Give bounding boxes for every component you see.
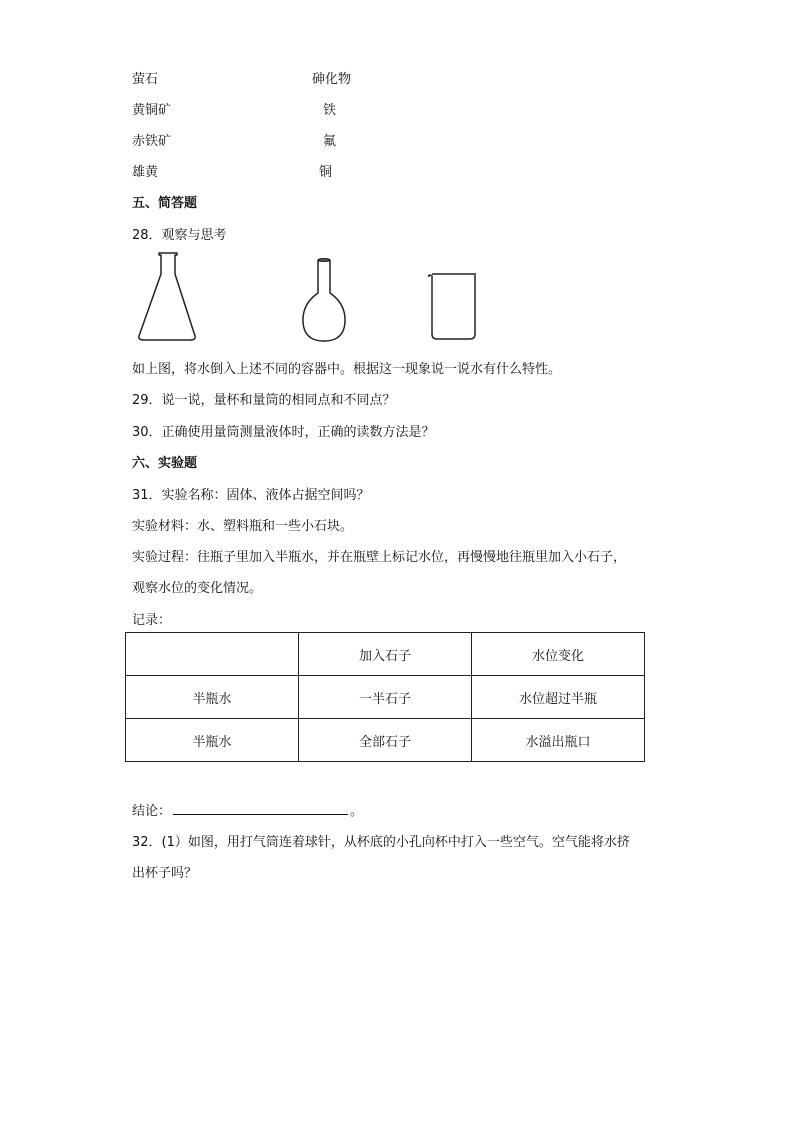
beaker-figure — [424, 270, 480, 342]
table-header-cell: 水位变化 — [472, 633, 645, 676]
table-cell: 一半石子 — [299, 676, 472, 719]
question-30: 30．正确使用量筒测量液体时，正确的读数方法是？ — [132, 425, 435, 440]
question-32-line1: 32．(1）如图，用打气筒连着球针，从杯底的小孔向杯中打入一些空气。空气能将水挤 — [132, 835, 630, 850]
conclusion-line — [132, 800, 363, 819]
mineral-name: 雄黄 — [132, 165, 159, 180]
element-name: 氟 — [323, 134, 337, 149]
table-cell: 全部石子 — [299, 719, 472, 762]
volumetric-flask-figure — [298, 256, 350, 346]
table-cell: 水溢出瓶口 — [472, 719, 645, 762]
conical-flask-figure — [135, 250, 200, 345]
record-label: 记录： — [132, 613, 172, 628]
question-29: 29．说一说，量杯和量筒的相同点和不同点？ — [132, 393, 396, 408]
conclusion-answer-blank[interactable] — [173, 801, 348, 815]
question-31-materials: 实验材料：水、塑料瓶和一些小石块。 — [132, 519, 354, 534]
question-28-title: 28．观察与思考 — [132, 228, 227, 243]
question-31-name: 31．实验名称：固体、液体占据空间吗？ — [132, 488, 370, 503]
question-32-line2: 出杯子吗？ — [132, 866, 198, 881]
conclusion-label: 结论： — [132, 804, 172, 819]
table-header-cell: 加入石子 — [299, 633, 472, 676]
table-header-cell — [126, 633, 299, 676]
mineral-name: 黄铜矿 — [132, 103, 172, 118]
question-31-process: 实验过程：往瓶子里加入半瓶水，并在瓶壁上标记水位，再慢慢地往瓶里加入小石子， — [132, 550, 627, 565]
question-31-process-cont: 观察水位的变化情况。 — [132, 581, 263, 596]
element-name: 铜 — [319, 165, 333, 180]
table-row — [126, 676, 645, 719]
mineral-name: 萤石 — [132, 72, 159, 87]
table-cell: 半瓶水 — [126, 719, 299, 762]
section-title: 六、实验题 — [132, 456, 198, 471]
table-cell: 水位超过半瓶 — [472, 676, 645, 719]
table-cell: 半瓶水 — [126, 676, 299, 719]
conclusion-end: 。 — [350, 804, 364, 819]
table-header-row — [126, 633, 645, 676]
element-name: 铁 — [323, 103, 337, 118]
question-28-text: 如上图，将水倒入上述不同的容器中。根据这一现象说一说水有什么特性。 — [132, 362, 562, 377]
record-table — [125, 632, 645, 762]
mineral-name: 赤铁矿 — [132, 134, 172, 149]
section-title: 五、简答题 — [132, 196, 198, 211]
table-row — [126, 719, 645, 762]
element-name: 砷化物 — [312, 72, 352, 87]
